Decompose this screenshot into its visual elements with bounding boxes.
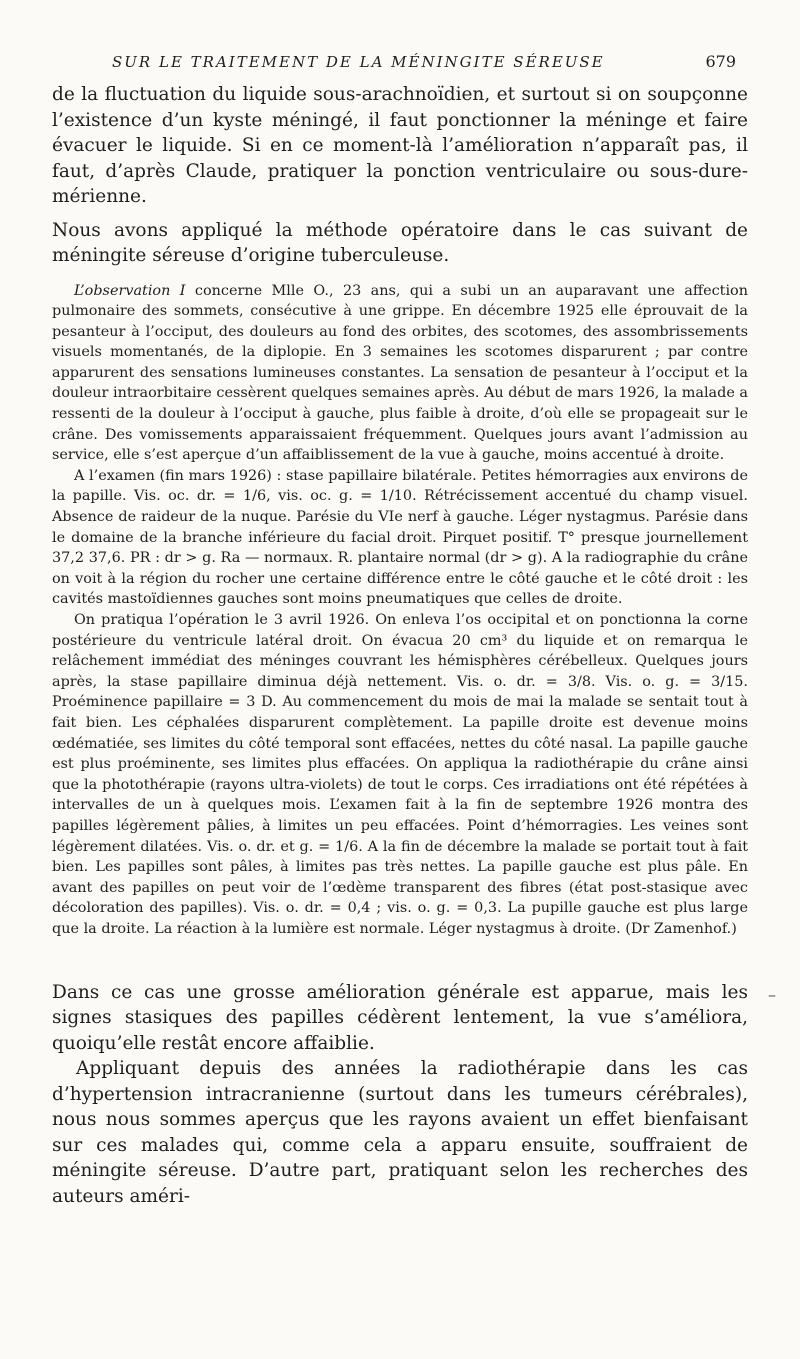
- observation-paragraph: [52, 281, 748, 466]
- intro-paragraph: Nous avons appliqué la méthode opératoire dans le cas suivant de méningite séreuse d’origine tuberculeuse.: [52, 219, 748, 266]
- margin-mark: –: [768, 985, 776, 1004]
- running-title: SUR LE TRAITEMENT DE LA MÉNINGITE SÉREUSE: [112, 53, 605, 71]
- closing-paragraph: Appliquant depuis des années la radiothérapie dans les cas d’hypertension intracranienne (surtout dans les tumeurs cérébrales), nous nous sommes aperçus que les rayons avaient un effet bienfaisant sur ces malades qui, comme cela a apparu ensuite, souffraient de méningite séreuse. D’autre part, pratiquant selon les recherches des auteurs améri-: [52, 1058, 748, 1207]
- intro-paragraph: de la fluctuation du liquide sous-arachnoïdien, et surtout si on soupçonne l’existence d’un kyste méningé, il faut ponctionner la méninge et faire évacuer le liquide. Si en ce moment-là l’amélioration n’apparaît pas, il faut, d’après Claude, pratiquer la ponction ventriculaire ou sous-dure-mérienne.: [52, 84, 748, 207]
- observation-paragraph: On pratiqua l’opération le 3 avril 1926. On enleva l’os occipital et on ponctionna la corne postérieure du ventricule latéral droit. On évacua 20 cm³ du liquide et on remarqua le relâchement immédiat des méninges couvrant les hémisphères cérébelleux. Quelques jours après, la stase papillaire diminua déjà nettement. Vis. o. dr. = 3/8. Vis. o. g. = 3/15. Proéminence papillaire = 3 D. Au commencement du mois de mai la malade se sentait tout à fait bien. Les céphalées disparurent complètement. La papille droite est devenue moins œdématiée, ses limites du côté temporal sont effacées, nettes du côté nasal. La papille gauche est plus proéminente, ses limites plus effacées. On appliqua la radiothérapie du crâne ainsi que la photothérapie (rayons ultra-violets) de tout le corps. Ces irradiations ont été répétées à intervalles de un à quelques mois. L’examen fait à la fin de septembre 1926 montra des papilles légèrement pâlies, à limites un peu effacées. Point d’hémorragies. Les veines sont légèrement dilatées. Vis. o. dr. et g. = 1/6. A la fin de décembre la malade se portait tout à fait bien. Les papilles sont pâles, à limites pas très nettes. La papille gauche est plus pâle. En avant des papilles on peut voir de l’œdème transparent des fibres (état post-stasique avec décoloration des papilles). Vis. o. dr. = 0,4 ; vis. o. g. = 0,3. La pupille gauche est plus large que la droite. La réaction à la lumière est normale. Léger nystagmus à droite. (Dr Zamenhof.): [52, 612, 748, 937]
- running-header: [112, 52, 736, 82]
- observation-paragraph: A l’examen (fin mars 1926) : stase papillaire bilatérale. Petites hémorragies aux environs de la papille. Vis. oc. dr. = 1/6, vis. oc. g. = 1/10. Rétrécissement accentué du champ visuel. Absence de raideur de la nuque. Parésie du VIe nerf à gauche. Léger nystagmus. Parésie dans le domaine de la branche inférieure du facial droit. Pirquet positif. T° presque journellement 37,2 37,6. PR : dr > g. Ra — normaux. R. plantaire normal (dr > g). A la radiographie du crâne on voit à la région du rocher une certaine différence entre le côté gauche et le côté droit : les cavités mastoïdiennes gauches sont moins pneumatiques que celles de droite.: [52, 467, 748, 608]
- page-number: 679: [705, 52, 736, 71]
- observation-label: L’observation I: [74, 282, 186, 299]
- closing-paragraph: Dans ce cas une grosse amélioration générale est apparue, mais les signes stasiques des papilles cédèrent lentement, la vue s’améliora, quoiqu’elle restât encore affaiblie.: [52, 981, 748, 1054]
- observation-text: concerne Mlle O., 23 ans, qui a subi un an auparavant une affection pulmonaire des sommets, consécutive à une grippe. En décembre 1925 elle éprouvait de la pesanteur à l’occiput, des douleurs au fond des orbites, des scotomes, des assombrissements visuels momentanés, de la diplopie. En 3 semaines les scotomes disparurent ; par contre apparurent des sensations lumineuses constantes. La sensation de pesanteur à l’occiput et la douleur intraorbitaire cessèrent quelques semaines après. Au début de mars 1926, la malade a ressenti de la douleur à l’occiput à gauche, plus faible à droite, d’où elle se propageait sur le crâne. Des vomissements apparaissaient fréquemment. Quelques jours avant l’admission au service, elle s’est aperçue d’un affaiblissement de la vue à gauche, moins accentué à droite.: [52, 282, 749, 464]
